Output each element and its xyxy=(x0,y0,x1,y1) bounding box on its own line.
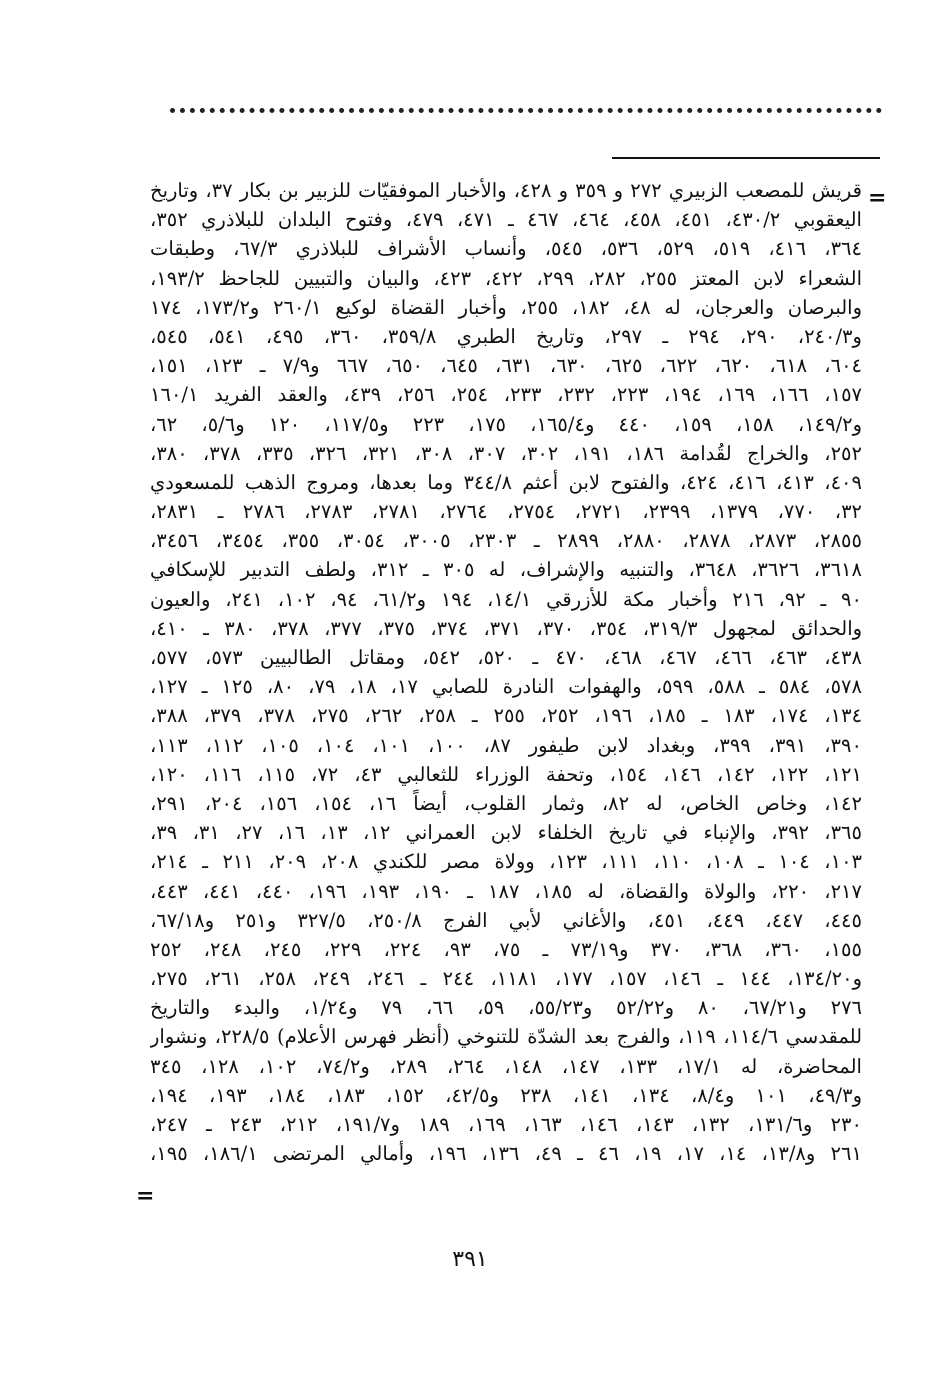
text-line: ١٤٢، وخاص الخاص، له ٨٢، وثمار القلوب، أيضاً ١٦، ١٥٤، ١٥٦، ٢٠٤، ٢٩١، xyxy=(150,791,862,815)
text-line: ٣٦١٨، ٣٦٢٦، ٣٦٤٨، والتنبيه والإشراف، له ٣٠٥ ـ ٣١٢، ولطف التدبير للإسكافي xyxy=(150,558,862,582)
text-line: ٤٤٥، ٤٤٧، ٤٤٩، ٤٥١، والأغاني لأبي الفرج ٢٥٠/٨، ٣٢٧/٥ و٢٥١ و٦٧/١٨، xyxy=(150,908,862,932)
text-line: ١٥٥، ٣٦٠، ٣٦٨، ٣٧٠ و٧٣/١٩ ـ ٧٥، ٩٣، ٢٢٤، ٢٢٩، ٢٤٥، ٢٤٨، ٢٥٢ xyxy=(150,937,862,961)
text-line: قريش للمصعب الزبيري ٢٧٢ و ٣٥٩ و ٤٢٨، والأخبار الموفقيّات للزبير بن بكار ٣٧، وتاريخ xyxy=(150,179,862,202)
text-line: ٢١٧، ٢٢٠، والولاة والقضاة، له ١٨٥، ١٨٧ ـ ١٩٠، ١٩٣، ١٩٦، ٤٤٠، ٤٤١، ٤٤٣، xyxy=(150,879,862,903)
continuation-mark-start: = xyxy=(868,185,887,211)
text-line: ١٥٧، ١٦٦، ١٦٩، ١٩٤، ٢٢٣، ٢٣٢، ٢٣٣، ٢٥٤، ٢٥٦، ٤٣٩، والعقد الفريد ١٦٠/١ xyxy=(150,383,862,407)
text-line: ٢٨٥٥، ٢٨٧٣، ٢٨٧٨، ٢٨٨٠، ٢٨٩٩ ـ ٢٣٠٣، ٣٠٠٥، ٣٠٥٤، ٣٥٥، ٣٤٥٤، ٣٤٥٦، xyxy=(150,529,862,553)
text-line: ٦٠٤، ٦١٨، ٦٢٠، ٦٢٢، ٦٢٥، ٦٣٠، ٦٣١، ٦٤٥، ٦٥٠، ٦٦٧ و٧/٩ ـ ١٢٣، ١٥١، xyxy=(150,354,862,378)
text-line: ٢٦١ و١٣/٨، ١٤، ١٧، ١٩، ٤٦ ـ ٤٩، ١٣٦، ١٩٦، وأمالي المرتضى ١٨٦/١، ١٩٥، xyxy=(150,1142,862,1166)
dotted-separator xyxy=(170,108,882,123)
text-line: للمقدسي ١١٤/٦، ١١٩، والفرج بعد الشدّة للتنوخي (أنظر فهرس الأعلام) ٢٢٨/٥، ونشوار xyxy=(150,1025,862,1049)
text-line: ٢٧٦ و٦٧/٢١، ٨٠ و٥٢/٢٢ و٥٥/٢٣، ٥٩، ٦٦، ٧٩ و١/٢٤، والبدء والتاريخ xyxy=(150,996,862,1020)
text-line: و٤٩/٣، ١٠١ و٨/٤، ١٣٤، ١٤١، ٢٣٨ و٤٢/٥، ١٥٢، ١٨٣، ١٨٤، ١٩٣، ١٩٤، xyxy=(150,1083,862,1107)
text-line: ٣٦٤، ٤١٦، ٥١٩، ٥٢٩، ٥٣٦، ٥٤٥، وأنساب الأشراف للبلاذري ٦٧/٣، وطبقات xyxy=(150,237,862,261)
text-line: و١٣٤/٢٠، ١٤٤ ـ ١٤٦، ١٥٧، ١٧٧، ١١٨١، ٢٤٤ ـ ٢٤٦، ٢٤٩، ٢٥٨، ٢٦١، ٢٧٥، xyxy=(150,967,862,991)
text-line: و١٤٩/٢، ١٥٨، ١٥٩، ٤٤٠ و١٦٥/٤، ١٧٥، ٢٢٣ و١١٧/٥، ١٢٠ و٥/٦، ٦٢، xyxy=(150,412,862,436)
text-line: ٣٦٥، ٣٩٢، والإنباء في تاريخ الخلفاء لابن العمراني ١٢، ١٣، ١٦، ٢٧، ٣١، ٣٩، xyxy=(150,821,862,845)
text-line: ١٣٤، ١٧٤، ١٨٣ ـ ١٨٥، ١٩٦، ٢٥٢، ٢٥٥ ـ ٢٥٨، ٢٦٢، ٢٧٥، ٣٧٨، ٣٧٩، ٣٨٨، xyxy=(150,704,862,728)
text-line: الشعراء لابن المعتز ٢٥٥، ٢٨٢، ٢٩٩، ٤٢٢، ٤٢٣، والبيان والتبيين للجاحظ ١٩٣/٢، xyxy=(150,266,862,290)
text-line: ٥٧٨، ٥٨٤ ـ ٥٨٨، ٥٩٩، والهفوات النادرة للصابي ١٧، ١٨، ٧٩، ٨٠، ١٢٥ ـ ١٢٧، xyxy=(150,675,862,699)
text-line: ٢٣٠ و١٣١/٦، ١٣٢، ١٤٣، ١٤٦، ١٦٣، ١٦٩، ١٨٩ و١٩١/٧، ٢١٢، ٢٤٣ ـ ٢٤٧، xyxy=(150,1113,862,1136)
text-line: ٩٠ ـ ٩٢، ٢١٦ وأخبار مكة للأزرقي ١٤/١، ١٩٤ و٦١/٢، ٩٤، ١٠٢، ٢٤١، والعيون xyxy=(150,587,862,611)
text-line: والبرصان والعرجان، له ٤٨، ١٨٢، ٢٥٥، وأخبار القضاة لوكيع ٢٦٠/١ و١٧٣/٢، ١٧٤ xyxy=(150,295,862,319)
text-line: ٤٣٨، ٤٦٣، ٤٦٦، ٤٦٧، ٤٦٨، ٤٧٠ ـ ٥٢٠، ٥٤٢، ومقاتل الطالبيين ٥٧٣، ٥٧٧، xyxy=(150,646,862,669)
text-line: ٣٩٠، ٣٩١، ٣٩٩، وبغداد لابن طيفور ٨٧، ١٠٠، ١٠١، ١٠٤، ١٠٥، ١١٢، ١١٣، xyxy=(150,733,862,757)
text-line: ١٢١، ١٢٢، ١٤٢، ١٤٦، ١٥٤، وتحفة الوزراء للثعالبي ٤٣، ٧٢، ١١٥، ١١٦، ١٢٠، xyxy=(150,762,862,786)
footnote-rule xyxy=(612,157,880,159)
continuation-mark-end: = xyxy=(136,1183,155,1209)
text-line: ٤٠٩، ٤١٣، ٤١٦، ٤٢٤، والفتوح لابن أعثم ٣٤٤/٨ وما بعدها، ومروج الذهب للمسعودي xyxy=(150,470,862,494)
page-number: ٣٩١ xyxy=(452,1247,488,1272)
text-line: ٣٢، ٧٧٠، ١٣٧٩، ٢٣٩٩، ٢٧٢١، ٢٧٥٤، ٢٧٦٤، ٢٧٨١، ٢٧٨٣، ٢٧٨٦ ـ ٢٨٣١، xyxy=(150,500,862,524)
text-line: ٢٥٢، والخراج لقُدامة ١٨٦، ١٩١، ٣٠٢، ٣٠٧، ٣٠٨، ٣٢١، ٣٢٦، ٣٣٥، ٣٧٨، ٣٨٠، xyxy=(150,441,862,465)
text-line: اليعقوبي ٤٣٠/٢، ٤٥١، ٤٥٨، ٤٦٤، ٤٦٧ ـ ٤٧١، ٤٧٩، وفتوح البلدان للبلاذري ٣٥٢، xyxy=(150,208,862,232)
text-line: و٢٤٠/٣، ٢٩٠، ٢٩٤ ـ ٢٩٧، وتاريخ الطبري ٣٥٩/٨، ٣٦٠، ٤٩٥، ٥٤١، ٥٤٥، xyxy=(150,324,862,348)
text-line: ١٠٣، ١٠٤ ـ ١٠٨، ١١٠، ١١١، ١٢٣، وولاة مصر للكندي ٢٠٨، ٢٠٩، ٢١١ ـ ٢١٤، xyxy=(150,850,862,874)
text-line: والحدائق لمجهول ٣١٩/٣، ٣٥٤، ٣٧٠، ٣٧١، ٣٧٤، ٣٧٥، ٣٧٧، ٣٧٨، ٣٨٠ ـ ٤١٠، xyxy=(150,616,862,640)
text-line: المحاضرة، له ١٧/١، ١٣٣، ١٤٧، ١٤٨، ٢٦٤، ٢٨٩، و٧٤/٢، ١٠٢، ١٢٨، ٣٤٥ xyxy=(150,1054,862,1078)
footnote-text-block xyxy=(150,176,862,1168)
